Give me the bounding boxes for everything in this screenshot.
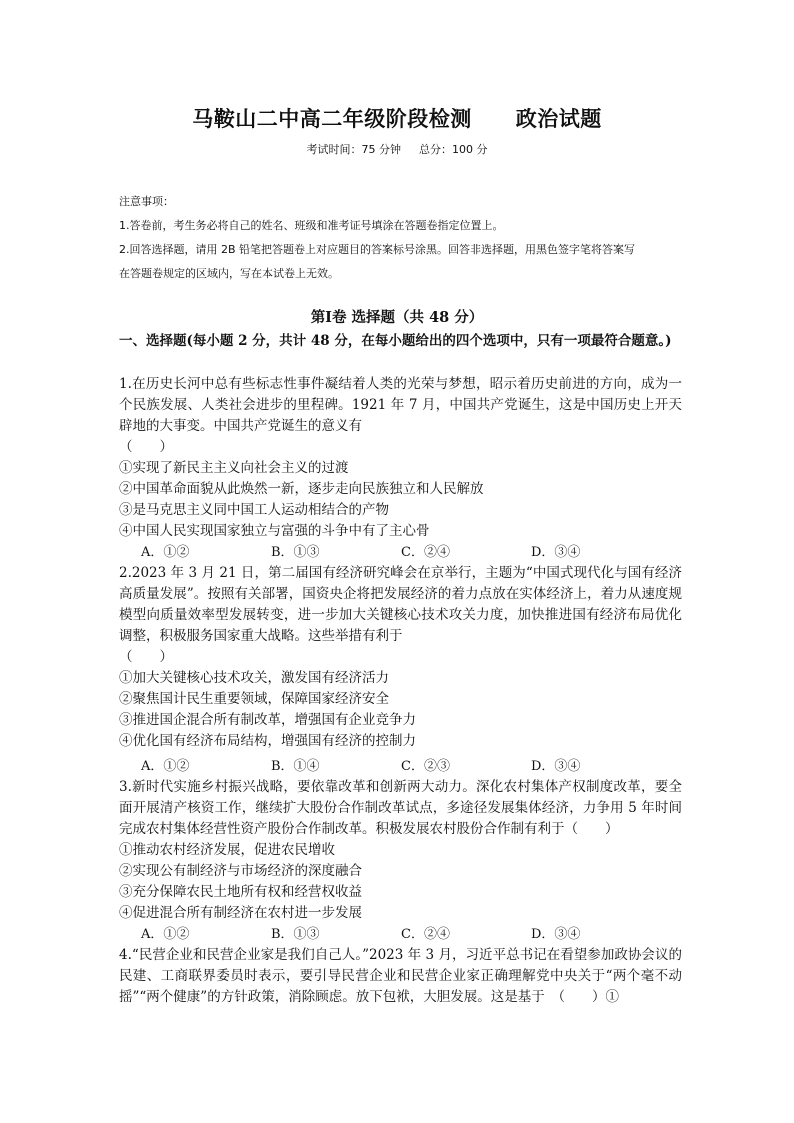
part-intro: 一、选择题(每小题 2 分，共计 48 分，在每小题给出的四个选项中，只有一项最符合题意。) bbox=[119, 333, 672, 349]
option: ②中国革命面貌从此焕然一新，逐步走向民族独立和人民解放 bbox=[119, 481, 484, 497]
exam-title bbox=[0, 103, 794, 133]
school-title: 马鞍山二中高二年级阶段检测 bbox=[192, 107, 472, 131]
subject-title: 政治试题 bbox=[515, 107, 602, 131]
question-stem: 2.2023 年 3 月 21 日，第二届国有经济研究峰会在京举行，主题为“中国式现代化与国有经济高质量发展”。按照有关部署，国资央企将把发展经济的着力点放在实体经济上，着力从速度规模型向质量效率型发展转变，进一步加大关键核心技术攻关力度，加快推进国有经济布局优化调整，积极服务国家重大战略。这些举措有利于 bbox=[119, 565, 682, 644]
option: ①加大关键核心技术攻关，激发国有经济活力 bbox=[119, 670, 389, 686]
option: ②实现公有制经济与市场经济的深度融合 bbox=[119, 863, 362, 879]
choice-b: B．①④ bbox=[271, 759, 320, 774]
option: ④促进混合所有制经济在农村进一步发展 bbox=[119, 905, 362, 921]
answer-choices bbox=[141, 752, 682, 777]
option: ①实现了新民主主义向社会主义的过渡 bbox=[119, 460, 349, 476]
question-4 bbox=[119, 945, 682, 1008]
question-stem: 3.新时代实施乡村振兴战略，要依靠改革和创新两大动力。深化农村集体产权制度改革，要全面开展清产核资工作，继续扩大股份合作制改革试点，多途径发展集体经济，力争用 5 年时间完成农村集体经营性资产股份合作制改革。积极发展农村股份合作制有利于（ ） bbox=[119, 779, 682, 837]
answer-choices bbox=[141, 542, 682, 563]
choice-d: D．③④ bbox=[531, 927, 581, 942]
choice-d: D．③④ bbox=[531, 545, 581, 560]
question-stem: 1.在历史长河中总有些标志性事件凝结着人类的光荣与梦想，昭示着历史前进的方向，成为一个民族发展、人类社会进步的里程碑。1921 年 7 月，中国共产党诞生，这是中国历史上开天辟地的大事变。中国共产党诞生的意义有 bbox=[119, 376, 682, 434]
section-title: 第Ⅰ卷 选择题（共 48 分） bbox=[310, 309, 484, 326]
choice-c: C．②④ bbox=[401, 545, 450, 560]
choice-b: B．①③ bbox=[271, 545, 320, 560]
answer-blank: （ ） bbox=[119, 649, 173, 665]
option: ③推进国企混合所有制改革，增强国有企业竞争力 bbox=[119, 712, 416, 728]
option: ③充分保障农民土地所有权和经营权收益 bbox=[119, 884, 362, 900]
exam-info bbox=[0, 141, 794, 157]
notes-heading: 注意事项： bbox=[119, 195, 174, 208]
total-score: 总分：100 分 bbox=[419, 143, 488, 156]
notes-item-1: 1.答卷前，考生务必将自己的姓名、班级和准考证号填涂在答题卷指定位置上。 bbox=[119, 219, 504, 232]
choice-b: B．①③ bbox=[271, 927, 320, 942]
option: ②聚焦国计民生重要领域，保障国家经济安全 bbox=[119, 691, 389, 707]
choice-c: C．②④ bbox=[401, 927, 450, 942]
question-2 bbox=[119, 563, 682, 777]
option: ④中国人民实现国家独立与富强的斗争中有了主心骨 bbox=[119, 523, 430, 539]
answer-choices bbox=[141, 924, 682, 945]
choice-c: C．②③ bbox=[401, 759, 450, 774]
questions bbox=[119, 374, 682, 1008]
choice-a: A．①② bbox=[141, 545, 190, 560]
exam-notes bbox=[119, 190, 689, 286]
option: ④优化国有经济布局结构，增强国有经济的控制力 bbox=[119, 733, 416, 749]
choice-a: A．①② bbox=[141, 759, 190, 774]
question-3 bbox=[119, 777, 682, 945]
notes-item-2-line-1: 2.回答选择题，请用 2B 铅笔把答题卷上对应题目的答案标号涂黑。回答非选择题，用黑色签字笔将答案写 bbox=[119, 243, 636, 256]
question-1 bbox=[119, 374, 682, 563]
option: ①推动农村经济发展，促进农民增收 bbox=[119, 842, 335, 858]
choice-a: A．①② bbox=[141, 927, 190, 942]
exam-time: 考试时间：75 分钟 bbox=[306, 143, 401, 156]
question-stem: 4.“民营企业和民营企业家是我们自己人。”2023 年 3 月，习近平总书记在看望参加政协会议的民建、工商联界委员时表示，要引导民营企业和民营企业家正确理解党中央关于“两个毫不动摇”“两个健康”的方针政策，消除顾虑。放下包袱，大胆发展。这是基于 （ ）① bbox=[119, 947, 682, 1005]
notes-item-2-line-2: 在答题卷规定的区域内，写在本试卷上无效。 bbox=[119, 267, 339, 280]
option: ③是马克思主义同中国工人运动相结合的产物 bbox=[119, 502, 389, 518]
answer-blank: （ ） bbox=[119, 439, 173, 455]
choice-d: D．③④ bbox=[531, 759, 581, 774]
